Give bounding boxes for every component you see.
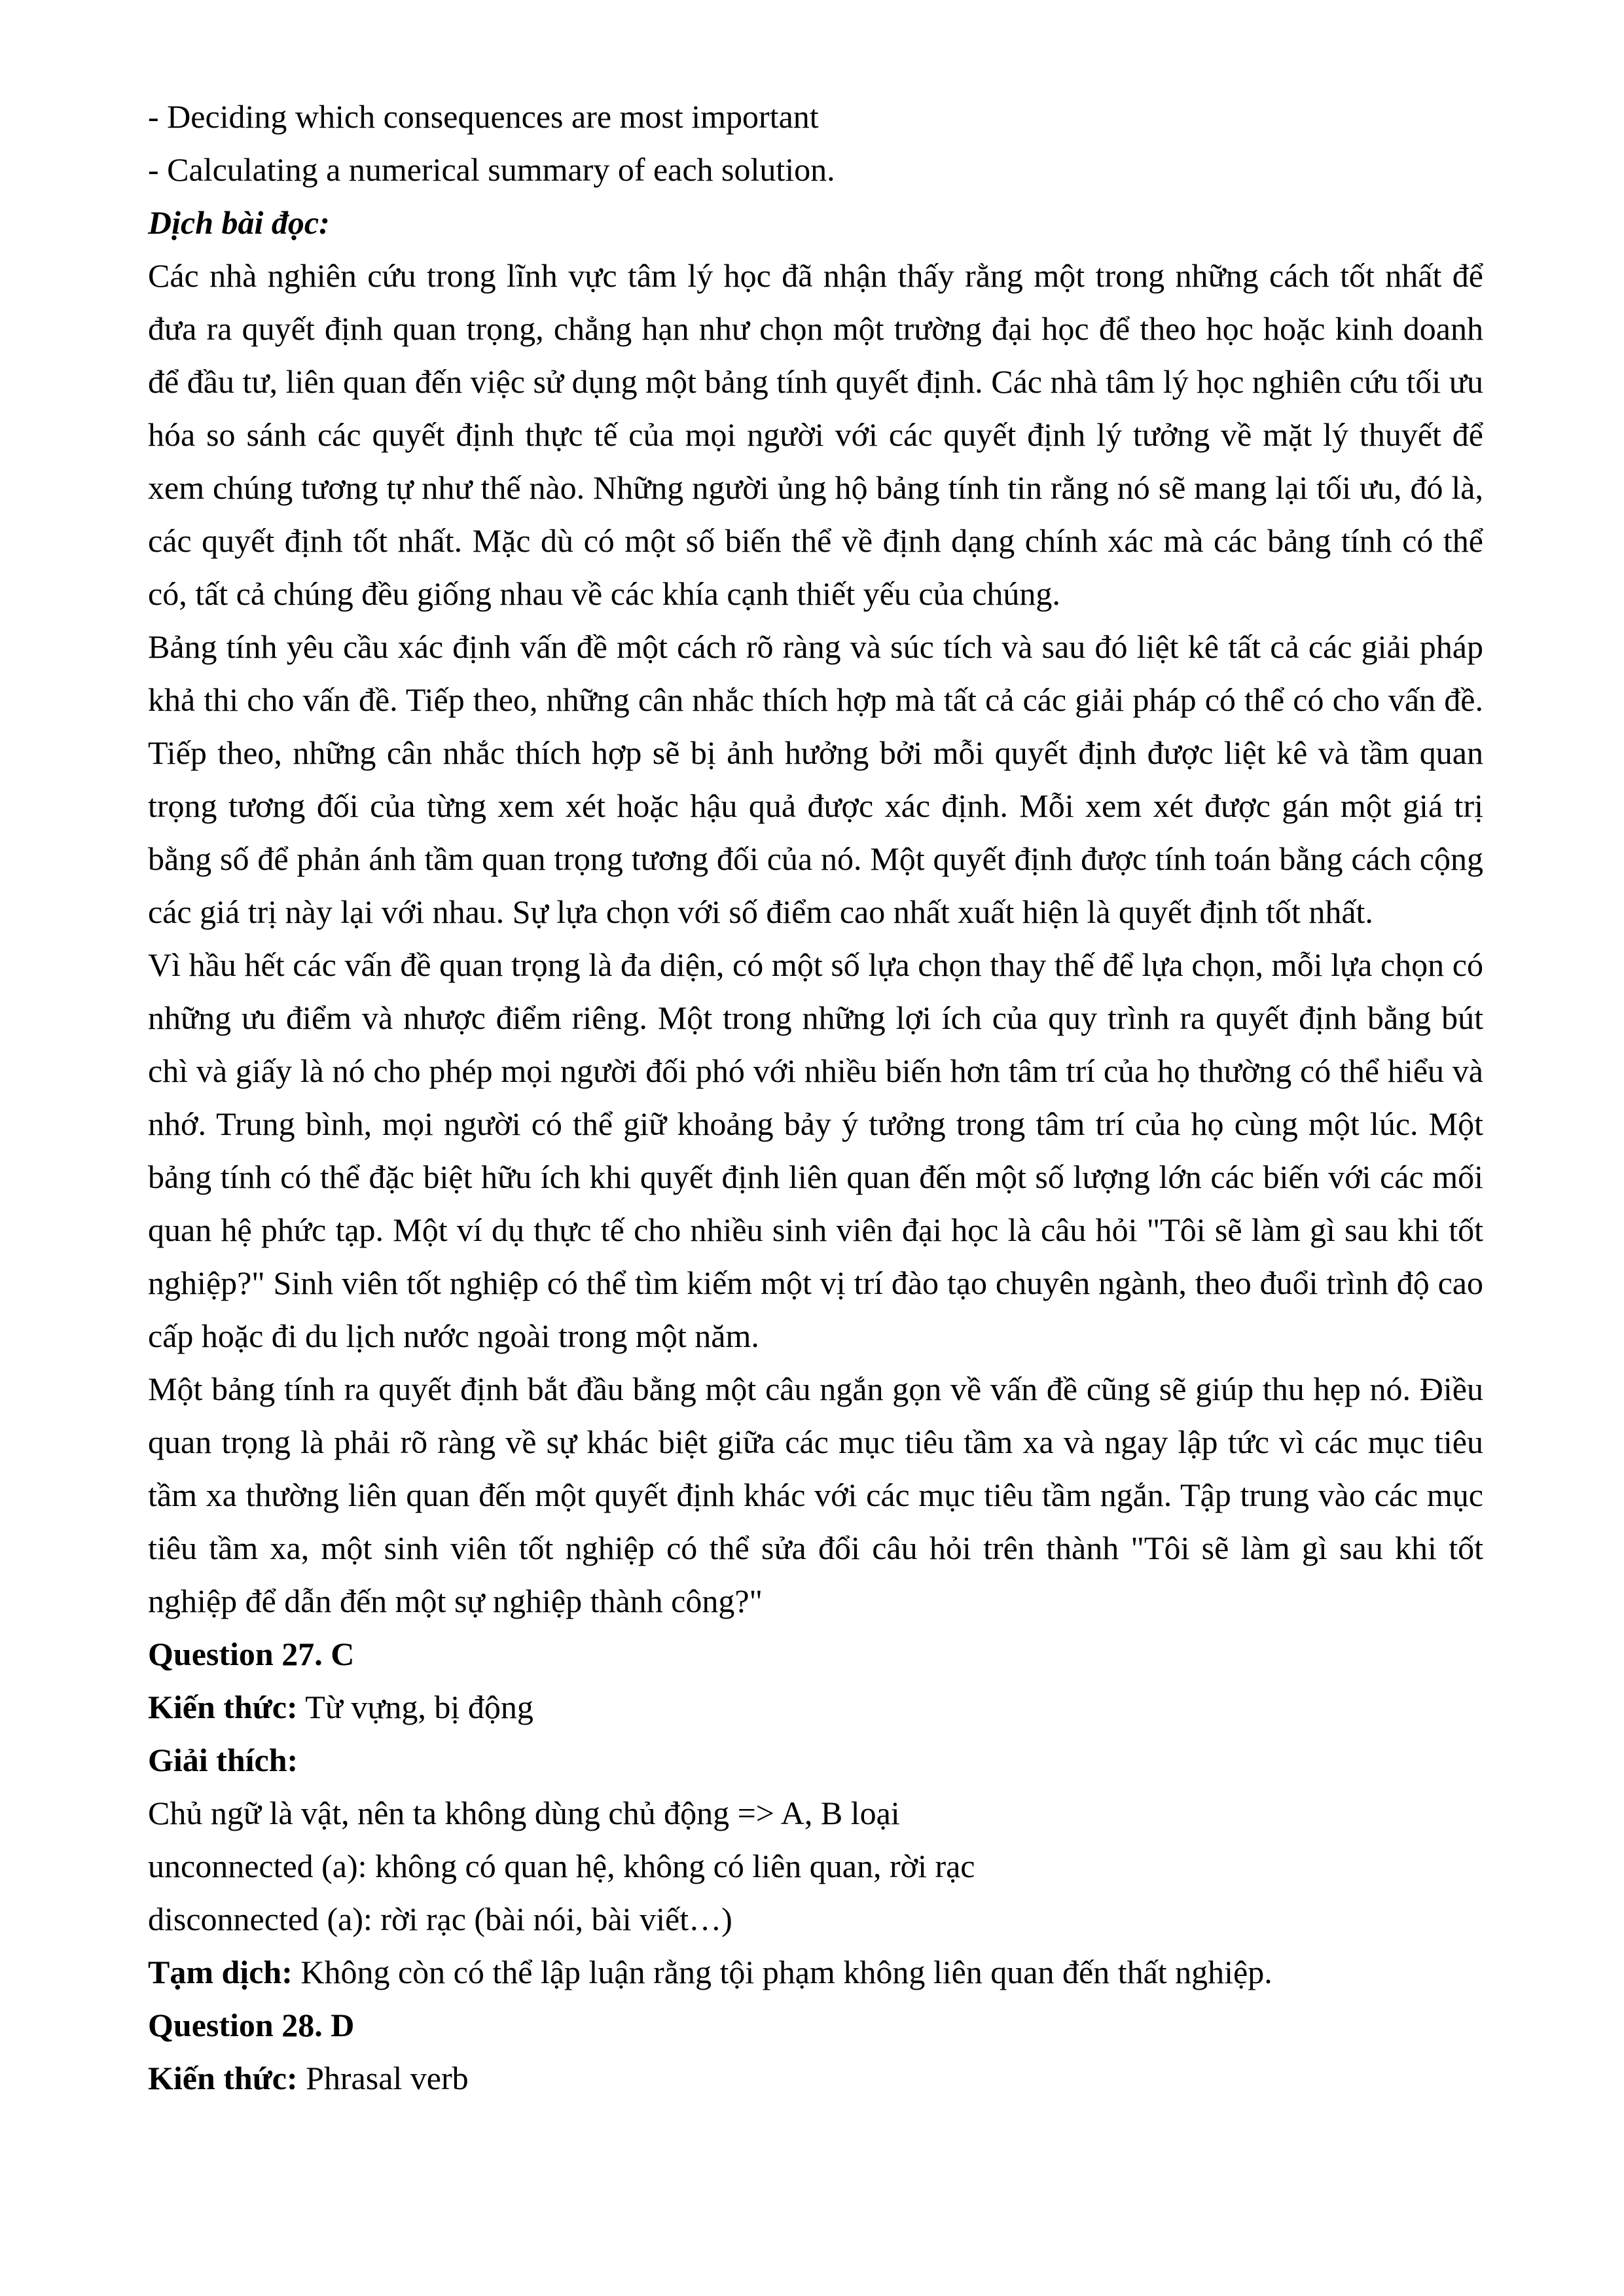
translation-heading: Dịch bài đọc: xyxy=(148,204,330,241)
bullet-item: - Calculating a numerical summary of each solution. xyxy=(148,151,835,188)
question-28-knowledge xyxy=(148,2052,1483,2105)
question-27-title: Question 27. C xyxy=(148,1636,355,1672)
knowledge-value: Từ vựng, bị động xyxy=(297,1689,533,1725)
knowledge-label: Kiến thức: xyxy=(148,2060,298,2096)
question-27-knowledge xyxy=(148,1681,1483,1734)
translation-paragraph: Vì hầu hết các vấn đề quan trọng là đa diện, có một số lựa chọn thay thế để lựa chọn, mỗi lựa chọn có những ưu điểm và nhược điểm riêng. Một trong những lợi ích của quy trình ra quyết định bằng bút chì và giấy là nó cho phép mọi người đối phó với nhiều biến hơn tâm trí của họ thường có thể hiểu và nhớ. Trung bình, mọi người có thể giữ khoảng bảy ý tưởng trong tâm trí của họ cùng một lúc. Một bảng tính có thể đặc biệt hữu ích khi quyết định liên quan đến một số lượng lớn các biến với các mối quan hệ phức tạp. Một ví dụ thực tế cho nhiều sinh viên đại học là câu hỏi "Tôi sẽ làm gì sau khi tốt nghiệp?" Sinh viên tốt nghiệp có thể tìm kiếm một vị trí đào tạo chuyên ngành, theo đuổi trình độ cao cấp hoặc đi du lịch nước ngoài trong một năm. xyxy=(148,946,1483,1354)
bullet-item: - Deciding which consequences are most important xyxy=(148,98,819,135)
translation-value: Không còn có thể lập luận rằng tội phạm không liên quan đến thất nghiệp. xyxy=(292,1954,1272,1990)
document-page xyxy=(148,90,1483,2105)
question-27-explain-label: Giải thích: xyxy=(148,1742,298,1778)
explanation-line: disconnected (a): rời rạc (bài nói, bài viết…) xyxy=(148,1901,732,1937)
knowledge-label: Kiến thức: xyxy=(148,1689,298,1725)
explanation-line: unconnected (a): không có quan hệ, không có liên quan, rời rạc xyxy=(148,1848,975,1884)
translation-paragraph: Một bảng tính ra quyết định bắt đầu bằng một câu ngắn gọn về vấn đề cũng sẽ giúp thu hẹp nó. Điều quan trọng là phải rõ ràng về sự khác biệt giữa các mục tiêu tầm xa và ngay lập tức vì các mục tiêu tầm xa thường liên quan đến một quyết định khác với các mục tiêu tầm ngắn. Tập trung vào các mục tiêu tầm xa, một sinh viên tốt nghiệp có thể sửa đổi câu hỏi trên thành "Tôi sẽ làm gì sau khi tốt nghiệp để dẫn đến một sự nghiệp thành công?" xyxy=(148,1371,1483,1619)
translation-paragraph: Các nhà nghiên cứu trong lĩnh vực tâm lý học đã nhận thấy rằng một trong những cách tốt nhất để đưa ra quyết định quan trọng, chẳng hạn như chọn một trường đại học để theo học hoặc kinh doanh để đầu tư, liên quan đến việc sử dụng một bảng tính quyết định. Các nhà tâm lý học nghiên cứu tối ưu hóa so sánh các quyết định thực tế của mọi người với các quyết định lý tưởng về mặt lý thuyết để xem chúng tương tự như thế nào. Những người ủng hộ bảng tính tin rằng nó sẽ mang lại tối ưu, đó là, các quyết định tốt nhất. Mặc dù có một số biến thể về định dạng chính xác mà các bảng tính có thể có, tất cả chúng đều giống nhau về các khía cạnh thiết yếu của chúng. xyxy=(148,257,1483,612)
translation-label: Tạm dịch: xyxy=(148,1954,293,1990)
explanation-line: Chủ ngữ là vật, nên ta không dùng chủ động => A, B loại xyxy=(148,1795,900,1831)
knowledge-value: Phrasal verb xyxy=(297,2060,469,2096)
question-27-translation xyxy=(148,1946,1483,1999)
question-28-title: Question 28. D xyxy=(148,2007,355,2043)
translation-paragraph: Bảng tính yêu cầu xác định vấn đề một cách rõ ràng và súc tích và sau đó liệt kê tất cả các giải pháp khả thi cho vấn đề. Tiếp theo, những cân nhắc thích hợp mà tất cả các giải pháp có thể có cho vấn đề. Tiếp theo, những cân nhắc thích hợp sẽ bị ảnh hưởng bởi mỗi quyết định được liệt kê và tầm quan trọng tương đối của từng xem xét hoặc hậu quả được xác định. Mỗi xem xét được gán một giá trị bằng số để phản ánh tầm quan trọng tương đối của nó. Một quyết định được tính toán bằng cách cộng các giá trị này lại với nhau. Sự lựa chọn với số điểm cao nhất xuất hiện là quyết định tốt nhất. xyxy=(148,628,1483,930)
